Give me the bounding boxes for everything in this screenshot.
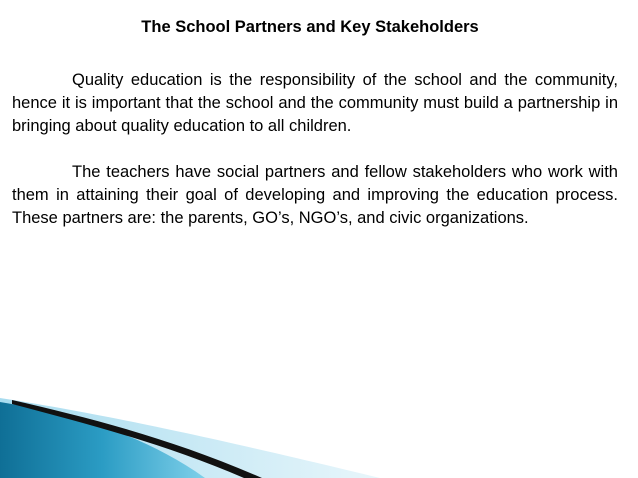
- paragraph-quality-education: Quality education is the responsibility of the school and the community, hence it is important that the school and the community must build a partnership in bringing about quality education to all children.: [12, 71, 618, 135]
- swoosh-teal-band: [0, 402, 205, 478]
- swoosh-dark-stroke: [12, 400, 262, 478]
- swoosh-light-band: [0, 398, 380, 478]
- paragraph-social-partners: The teachers have social partners and fellow stakeholders who work with them in attaining their goal of developing and improving the education process. These partners are: the parents, GO’s, NGO’s, and civic organizations.: [12, 163, 618, 227]
- slide-title: The School Partners and Key Stakeholders: [141, 18, 479, 36]
- slide-body: [12, 69, 618, 253]
